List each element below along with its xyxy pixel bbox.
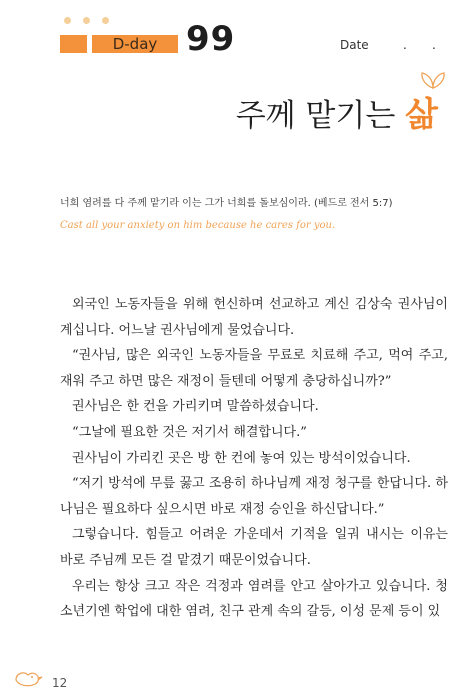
dday-label: D-day [92, 35, 178, 53]
dot [83, 17, 90, 24]
paragraph: “저기 방석에 무릎 꿇고 조용히 하나님께 재정 청구를 한답니다. 하나님은 필요하다 싶으시면 바로 재정 승인을 하신답니다.” [60, 476, 448, 517]
verse-english: Cast all your anxiety on him because he cares for you. [60, 220, 336, 231]
paragraph: 외국인 노동자들을 위해 헌신하며 선교하고 계신 김상숙 권사님이 계십니다. 어느날 권사님에게 물었습니다. [60, 297, 448, 338]
leaf-icon [418, 70, 448, 90]
verse-korean: 너희 염려를 다 주께 맡기라 이는 그가 너희를 돌보심이라. (베드로 전서 5:7) [60, 198, 393, 209]
paragraph: 권사님은 한 컨을 가리키며 말씀하셨습니다. [72, 399, 319, 415]
body-text [60, 292, 448, 625]
paragraph: 그렇습니다. 힘들고 어려운 가운데서 기적을 일궈 내시는 이유는 바로 주님께 모든 걸 맡겼기 때문이었습니다. [60, 527, 448, 568]
header-bar [60, 35, 87, 53]
title-main: 주께 맡기는 [235, 98, 396, 134]
paragraph: “권사님, 많은 외국인 노동자들을 무료로 치료해 주고, 먹여 주고, 재워 주고 하면 많은 재정이 들텐데 어떻게 충당하십니까?” [60, 348, 448, 389]
date-separator: . [432, 38, 436, 52]
paragraph: “그날에 필요한 것은 저기서 해결합니다.” [72, 424, 307, 440]
paragraph: 우리는 항상 크고 작은 걱정과 염려를 안고 살아가고 있습니다. 청소년기엔 학업에 대한 염려, 친구 관계 속의 갈등, 이성 문제 등이 있 [60, 578, 448, 620]
page-number: 12 [52, 676, 68, 690]
dot [64, 17, 71, 24]
date-separator: . [403, 38, 407, 52]
paragraph: 권사님이 가리킨 곳은 방 한 컨에 놓여 있는 방석이었습니다. [72, 450, 411, 466]
chick-icon [10, 666, 46, 690]
dot [102, 17, 109, 24]
date-label: Date [340, 38, 369, 52]
page-title [236, 92, 438, 139]
title-accent: 삶 [405, 95, 438, 135]
dday-number: 99 [186, 19, 236, 59]
